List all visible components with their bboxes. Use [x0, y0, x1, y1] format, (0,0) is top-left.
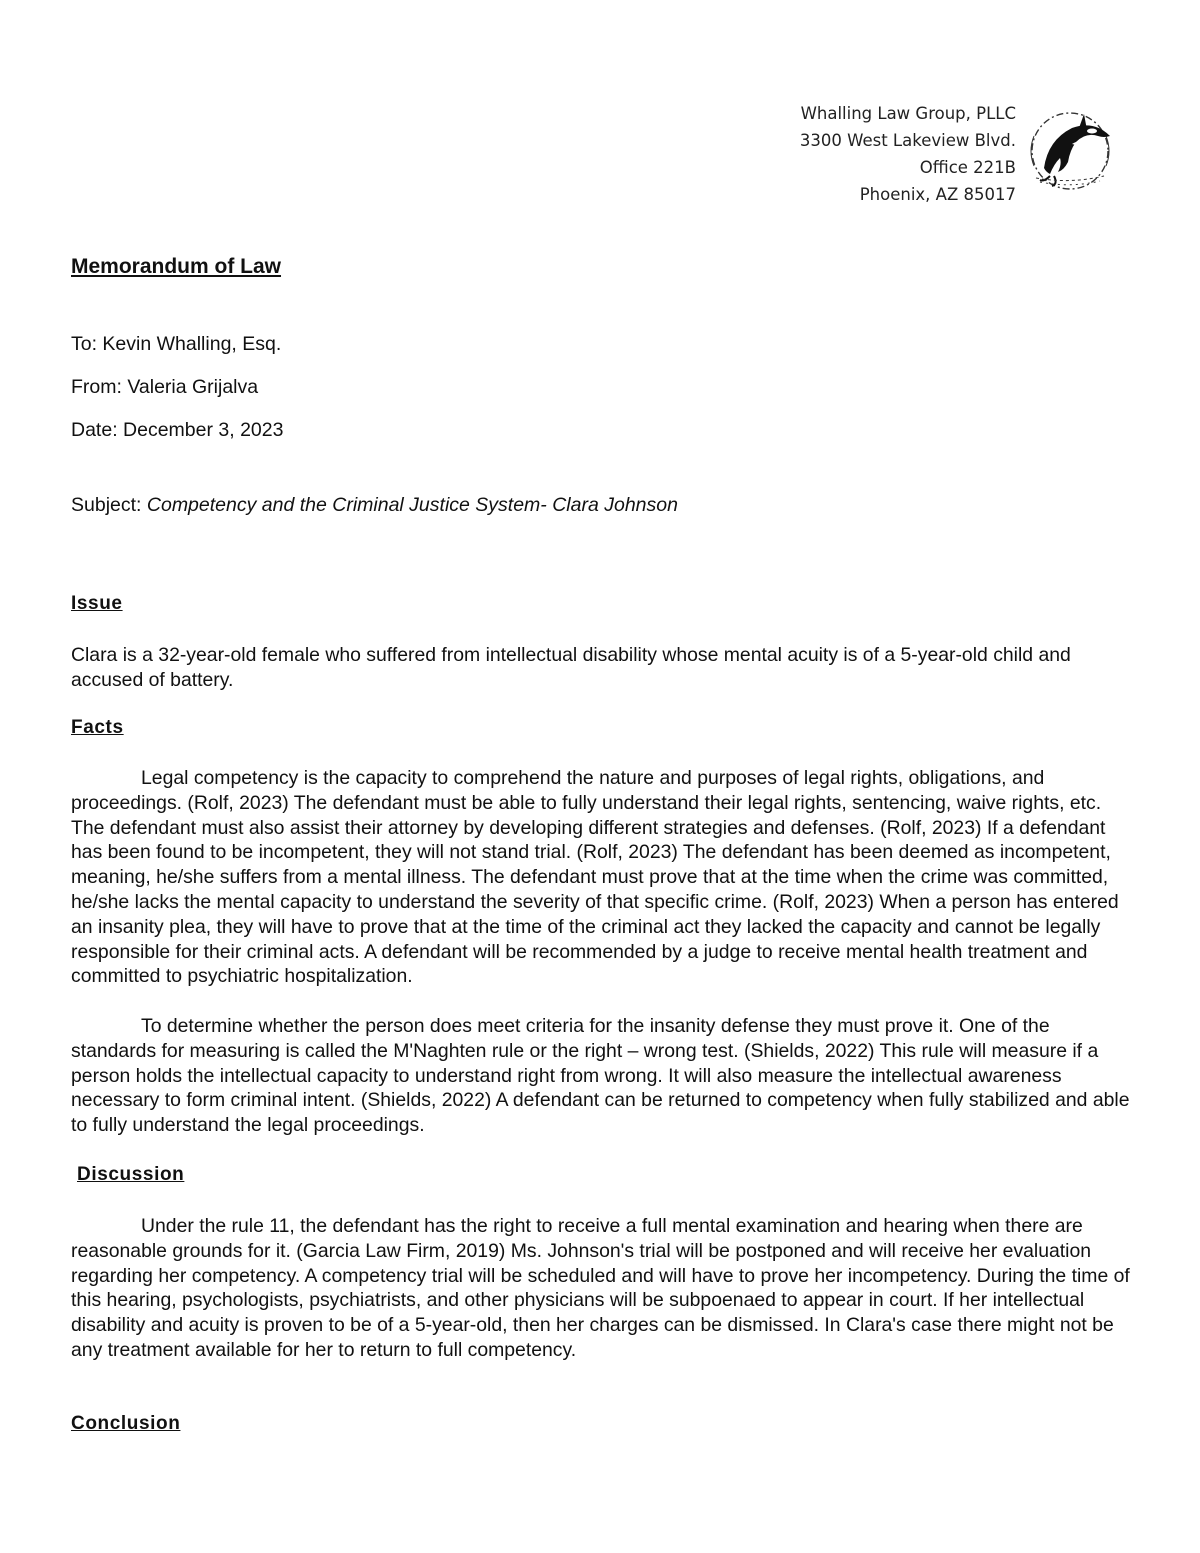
firm-office: Office 221B	[919, 158, 1016, 177]
issue-text: Clara is a 32-year-old female who suffered from intellectual disability whose mental acuity is of a 5-year-old child and accused of battery.	[71, 644, 1071, 691]
subject-text: Competency and the Criminal Justice System- Clara Johnson	[146, 494, 678, 516]
discussion-text: Under the rule 11, the defendant has the right to receive a full mental examination and hearing when there are reasonable grounds for it. (Garcia Law Firm, 2019) Ms. Johnson's trial will be postponed and will receive her evaluation regarding her competency. A competency trial will be scheduled and will have to prove her incompetency. During the time of this hearing, psychologists, psychiatrists, and other physicians will be subpoenaed to appear in court. If her intellectual disability and acuity is proven to be of a 5-year-old, then her charges can be dismissed. In Clara's case there might not be any treatment available for her to return to full competency.	[71, 1215, 1130, 1361]
memo-subject	[71, 494, 678, 517]
memo-from: From: Valeria Grijalva	[71, 376, 259, 398]
firm-city: Phoenix, AZ 85017	[859, 185, 1016, 204]
memo-to: To: Kevin Whalling, Esq.	[71, 333, 282, 355]
memo-date: Date: December 3, 2023	[71, 419, 284, 441]
discussion-heading: Discussion	[77, 1164, 185, 1185]
facts-paragraph-1: Legal competency is the capacity to comprehend the nature and purposes of legal rights, obligations, and proceedings. (Rolf, 2023) The defendant must be able to fully understand their legal rights, sentencing, waive rights, etc. The defendant must also assist their attorney by developing different strategies and defenses. (Rolf, 2023) If a defendant has been found to be incompetent, they will not stand trial. (Rolf, 2023) The defendant has been deemed as incompetent, meaning, he/she suffers from a mental illness. The defendant must prove that at the time when the crime was committed, he/she lacks the mental capacity to understand the severity of that specific crime. (Rolf, 2023) When a person has entered an insanity plea, they will have to prove that at the time of the criminal act they lacked the capacity and cannot be legally responsible for their criminal acts. A defendant will be recommended by a judge to receive mental health treatment and committed to psychiatric hospitalization.	[71, 767, 1119, 988]
memo-title: Memorandum of Law	[71, 255, 282, 278]
subject-label: Subject:	[71, 494, 147, 516]
facts-paragraph-2: To determine whether the person does meet criteria for the insanity defense they must prove it. One of the standards for measuring is called the M'Naghten rule or the right – wrong test. (Shields, 2022) This rule will measure if a person holds the intellectual capacity to understand right from wrong. It will also measure the intellectual awareness necessary to form criminal intent. (Shields, 2022) A defendant can be returned to competency when fully stabilized and able to fully understand the legal proceedings.	[71, 1015, 1130, 1137]
orca-whale-logo-icon	[1024, 106, 1120, 196]
firm-street: 3300 West Lakeview Blvd.	[799, 131, 1016, 150]
facts-heading: Facts	[71, 717, 124, 738]
conclusion-heading: Conclusion	[71, 1413, 181, 1434]
firm-name: Whalling Law Group, PLLC	[800, 104, 1016, 123]
issue-heading: Issue	[71, 593, 123, 614]
letterhead	[716, 100, 1016, 208]
